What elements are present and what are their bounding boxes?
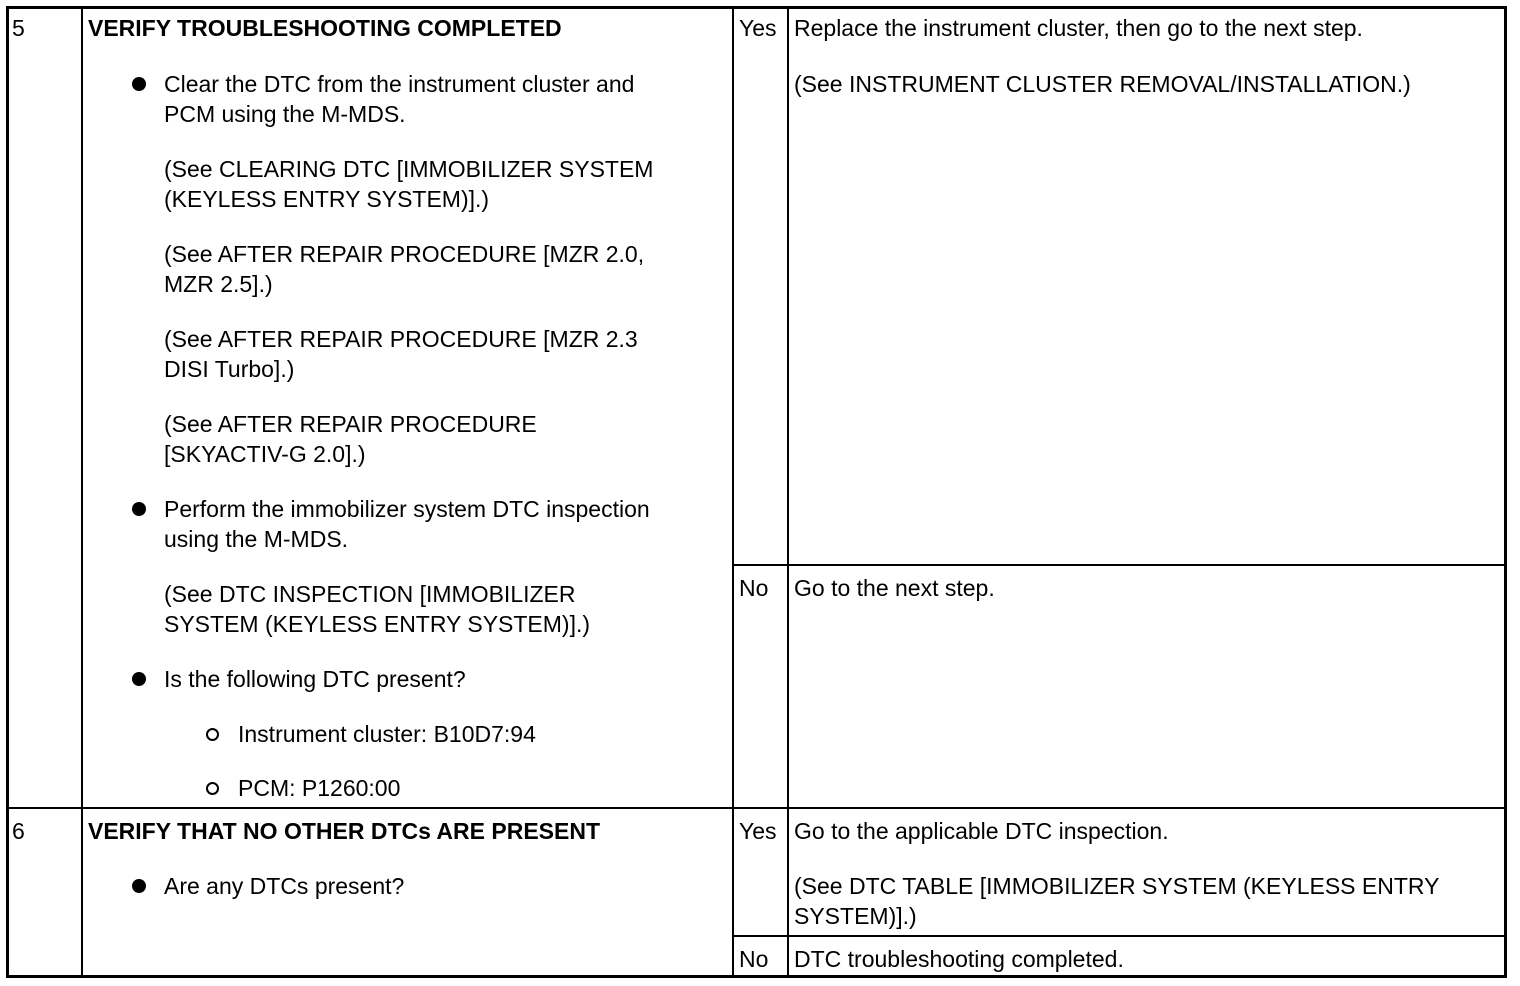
bullet-icon [132,672,146,686]
step-title: VERIFY TROUBLESHOOTING COMPLETED [88,15,562,41]
reference-text: MZR 2.5].) [164,271,273,297]
column-divider-step [81,6,83,978]
step-title: VERIFY THAT NO OTHER DTCs ARE PRESENT [88,818,601,844]
result-no-text: Go to the next step. [794,575,995,601]
result-yes-text: Replace the instrument cluster, then go to the next step. [794,15,1363,41]
column-divider-result [787,6,789,978]
reference-text: (KEYLESS ENTRY SYSTEM)].) [164,186,490,212]
reference-text: (See AFTER REPAIR PROCEDURE [MZR 2.0, [164,241,645,267]
bullet-text: Is the following DTC present? [164,666,466,692]
result-yes-label: Yes [739,15,777,41]
row5-yes-no-divider [734,564,1505,566]
reference-text: SYSTEM (KEYLESS ENTRY SYSTEM)].) [164,611,591,637]
reference-text: (See AFTER REPAIR PROCEDURE [MZR 2.3 [164,326,638,352]
sub-bullet-icon [206,782,219,795]
step-number: 6 [12,818,25,844]
result-no-label: No [739,946,769,972]
bullet-icon [132,502,146,516]
row6-yes-no-divider [734,935,1505,937]
reference-text: (See AFTER REPAIR PROCEDURE [164,411,537,437]
result-yes-text: (See DTC TABLE [IMMOBILIZER SYSTEM (KEYLESS ENTRY [794,873,1440,899]
bullet-text: Are any DTCs present? [164,873,405,899]
bullet-text: PCM using the M-MDS. [164,101,406,127]
result-no-text: DTC troubleshooting completed. [794,946,1124,972]
result-yes-text: Go to the applicable DTC inspection. [794,818,1169,844]
sub-bullet-text: Instrument cluster: B10D7:94 [238,721,536,747]
step-number: 5 [12,15,25,41]
sub-bullet-text: PCM: P1260:00 [238,775,401,801]
bullet-text: Clear the DTC from the instrument cluster and [164,71,635,97]
bullet-icon [132,77,146,91]
reference-text: (See CLEARING DTC [IMMOBILIZER SYSTEM [164,156,654,182]
column-divider-action [732,6,734,978]
bullet-text: using the M-MDS. [164,526,349,552]
reference-text: (See DTC INSPECTION [IMMOBILIZER [164,581,576,607]
result-no-label: No [739,575,769,601]
bullet-text: Perform the immobilizer system DTC inspection [164,496,650,522]
result-yes-text: SYSTEM)].) [794,903,917,929]
result-yes-text: (See INSTRUMENT CLUSTER REMOVAL/INSTALLATION.) [794,71,1411,97]
reference-text: [SKYACTIV-G 2.0].) [164,441,366,467]
bullet-icon [132,879,146,893]
reference-text: DISI Turbo].) [164,356,295,382]
sub-bullet-icon [206,728,219,741]
result-yes-label: Yes [739,818,777,844]
row-divider [6,807,1505,809]
